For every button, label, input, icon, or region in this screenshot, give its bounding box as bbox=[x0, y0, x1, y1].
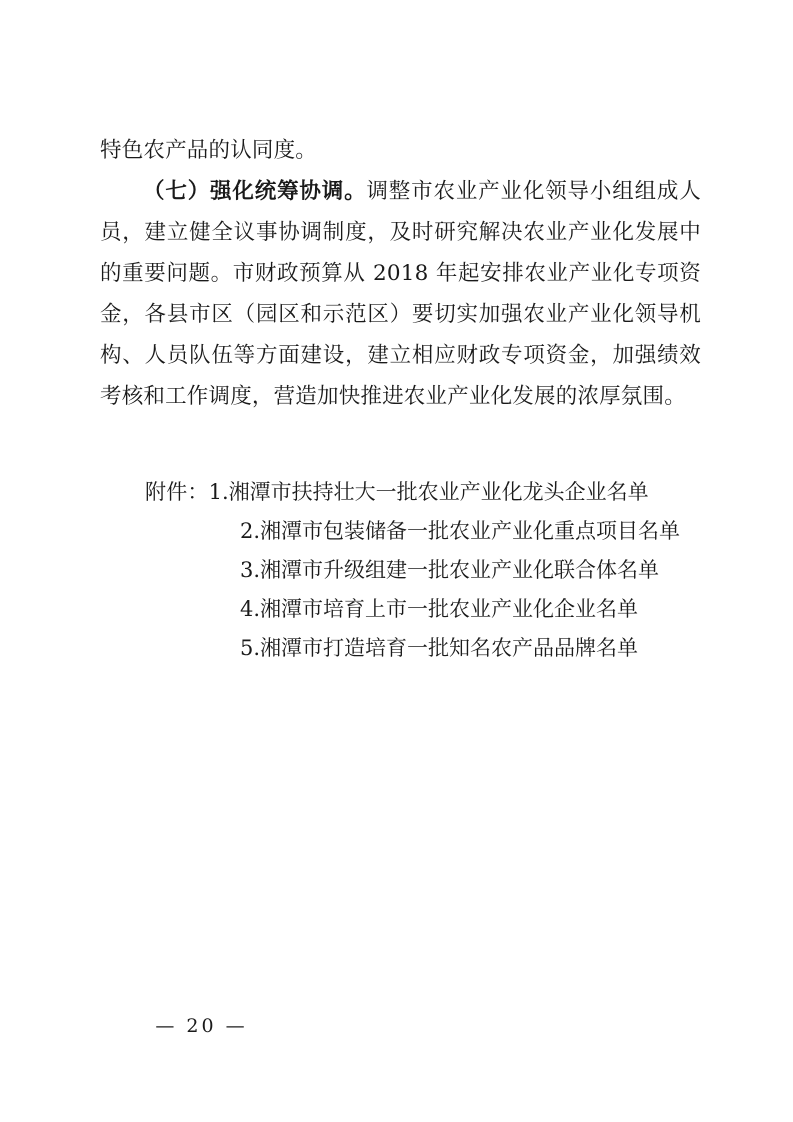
attachment-item: 5.湘潭市打造培育一批知名农产品品牌名单 bbox=[240, 636, 639, 660]
page-footer bbox=[0, 1015, 793, 1037]
attachment-label: 附件： bbox=[145, 480, 209, 504]
attachment-item: 2.湘潭市包装储备一批农业产业化重点项目名单 bbox=[240, 519, 681, 543]
paragraph-continued-text: 特色农产品的认同度。 bbox=[100, 138, 318, 163]
page-number: — 20 — bbox=[155, 1015, 248, 1037]
section-body-text: 调整市农业产业化领导小组组成人员，建立健全议事协调制度，及时研究解决农业产业化发展中的重要问题。市财政预算从 2018 年起安排农业产业化专项资金，各县市区（园区和示范区）要切实加强农业产业化领导机构、人员队伍等方面建设，建立相应财政专项资金，加强绩效考核和工作调度，营造加快推进农业产业化发展的浓厚氛围。 bbox=[100, 179, 701, 409]
attachment-list bbox=[100, 473, 701, 668]
attachment-row bbox=[100, 590, 701, 629]
attachment-item: 4.湘潭市培育上市一批农业产业化企业名单 bbox=[240, 597, 639, 621]
attachment-row bbox=[100, 629, 701, 668]
section-heading-label: （七）强化统筹协调。 bbox=[143, 179, 367, 204]
attachment-item: 3.湘潭市升级组建一批农业产业化联合体名单 bbox=[240, 558, 660, 582]
attachment-row bbox=[100, 512, 701, 551]
attachment-row bbox=[100, 551, 701, 590]
attachment-row bbox=[100, 473, 701, 512]
paragraph-section-seven bbox=[100, 171, 701, 417]
paragraph-continued bbox=[100, 130, 701, 171]
attachment-item: 1.湘潭市扶持壮大一批农业产业化龙头企业名单 bbox=[208, 480, 649, 504]
